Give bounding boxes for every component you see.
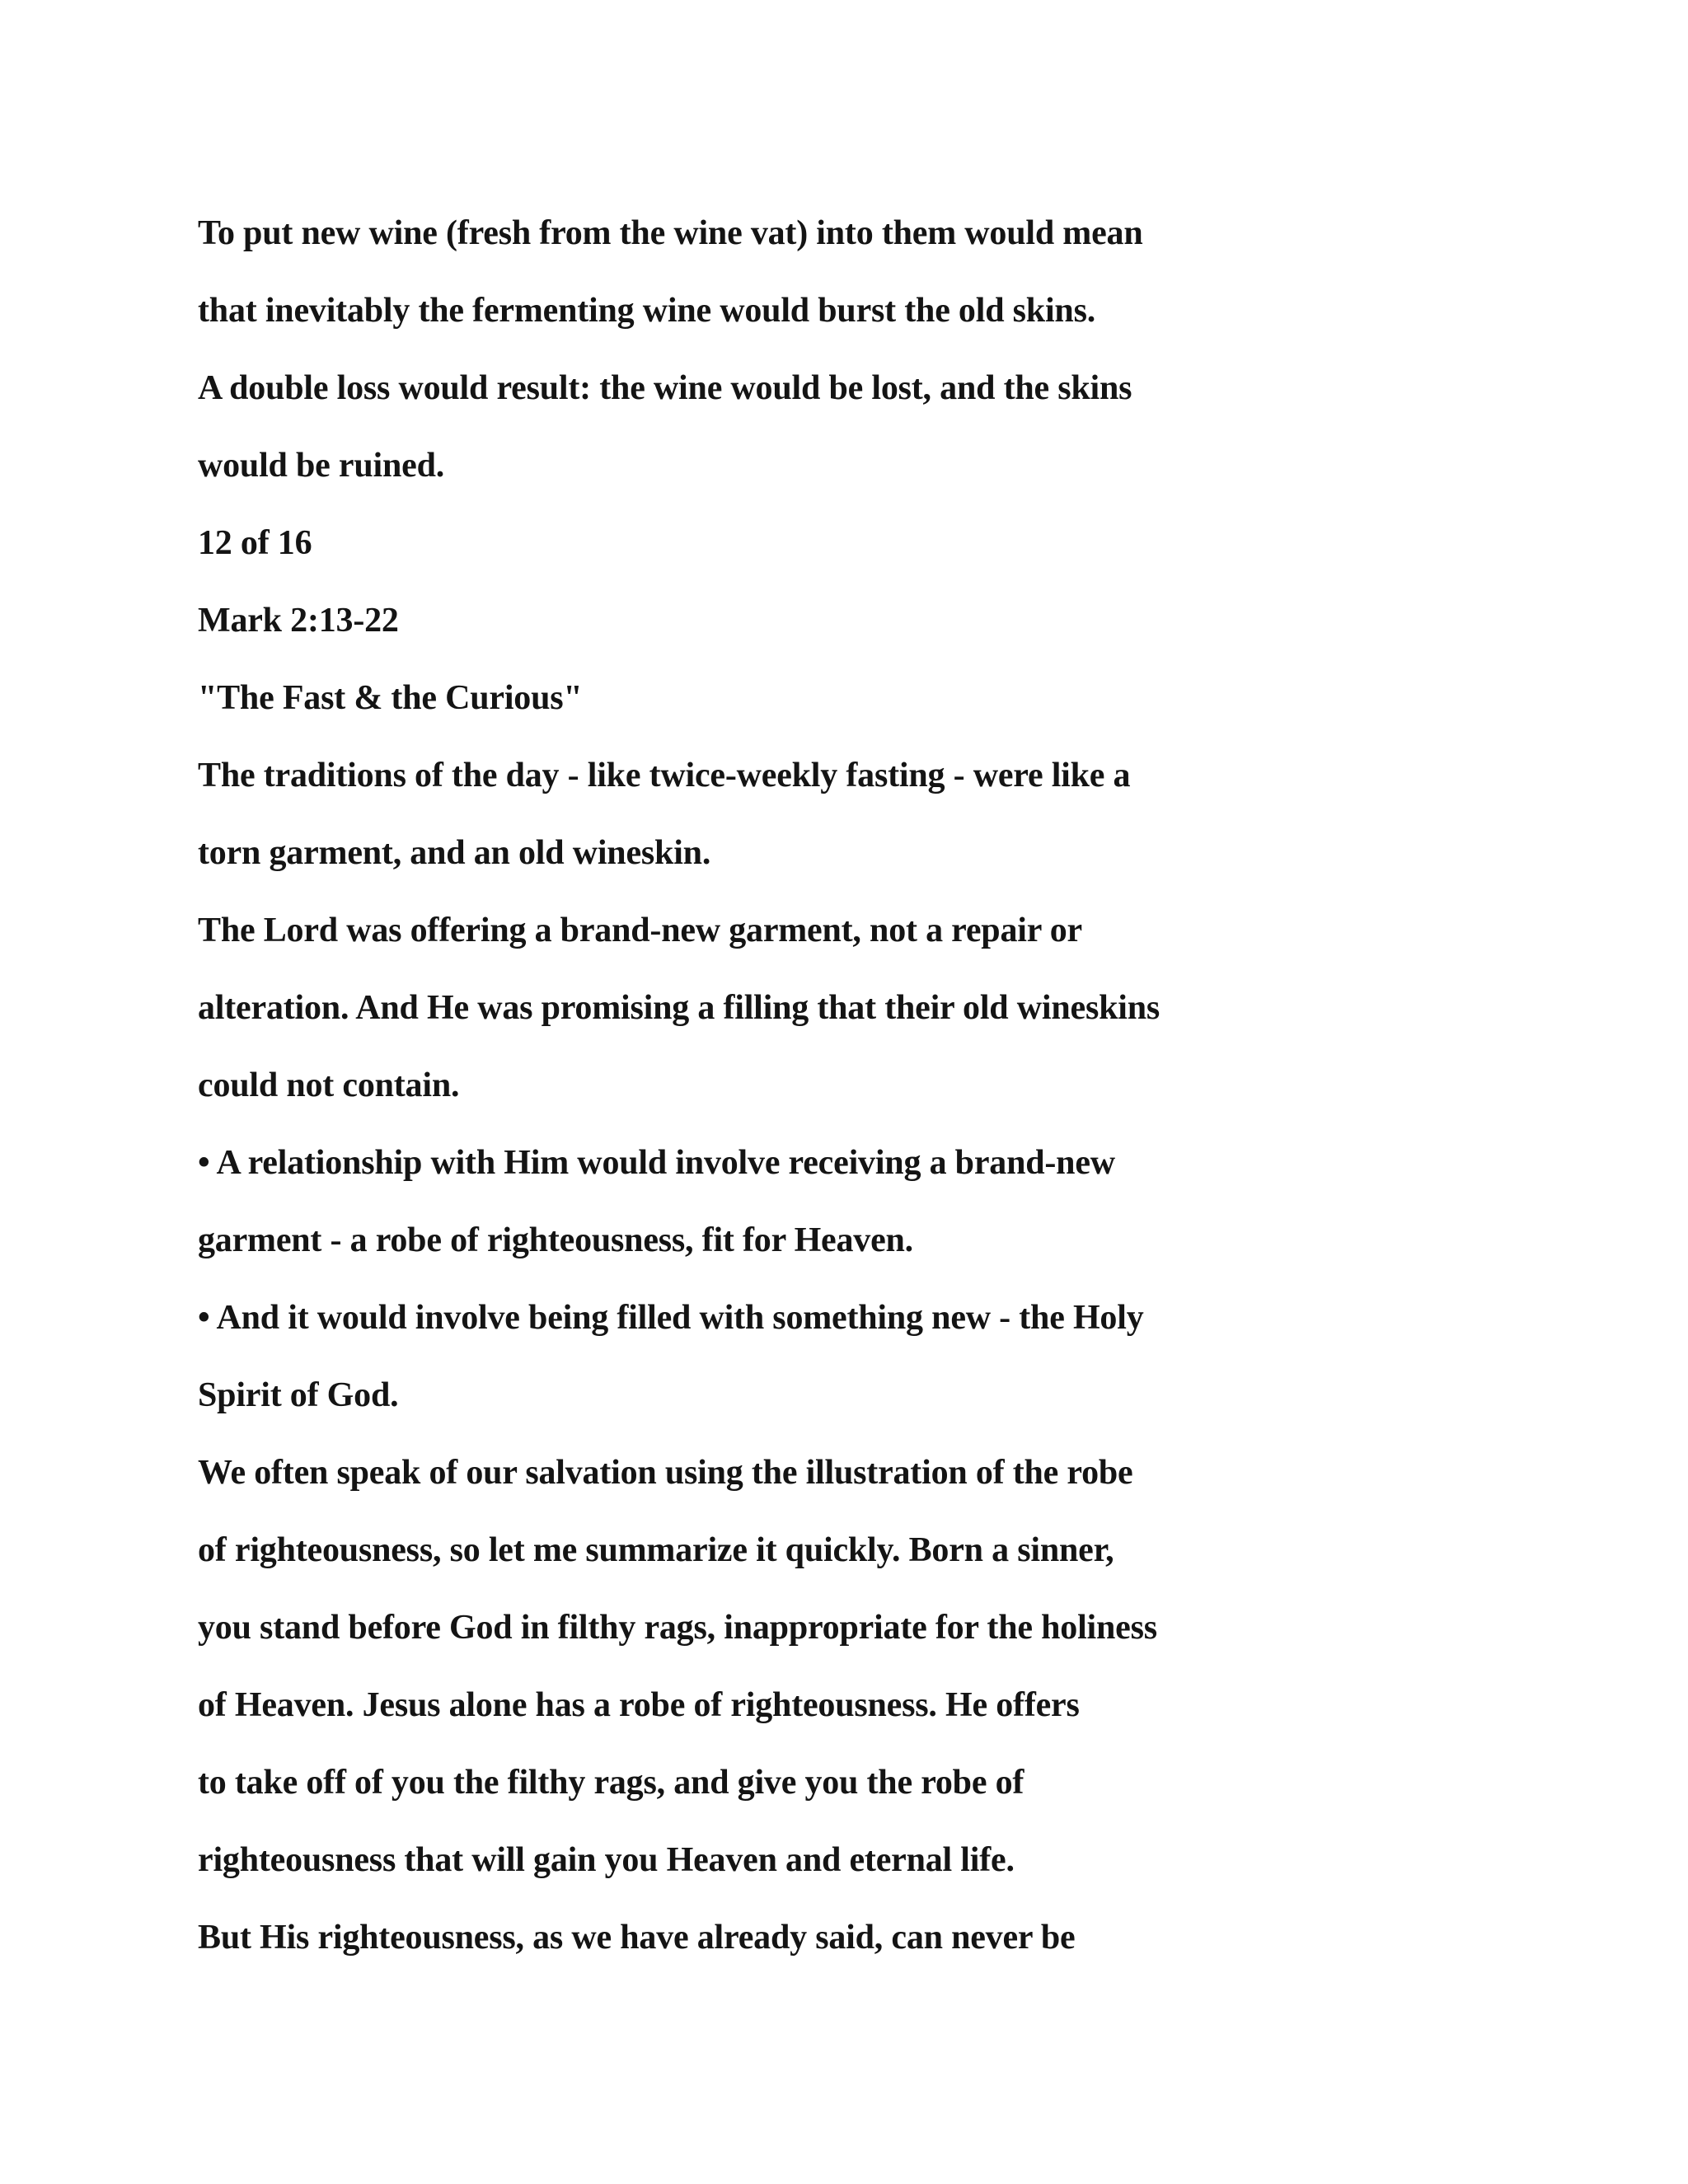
page-counter: 12 of 16	[198, 524, 312, 562]
bullet-item: • And it would involve being filled with something new - the Holy	[198, 1299, 1144, 1337]
text-line: would be ruined.	[198, 447, 445, 485]
text-line: A double loss would result: the wine would be lost, and the skins	[198, 369, 1132, 407]
text-line: The Lord was offering a brand-new garment, not a repair or	[198, 912, 1082, 949]
text-line: garment - a robe of righteousness, fit for Heaven.	[198, 1221, 913, 1259]
text-line: torn garment, and an old wineskin.	[198, 834, 711, 872]
text-line: could not contain.	[198, 1066, 460, 1104]
text-line: But His righteousness, as we have already said, can never be	[198, 1919, 1076, 1957]
text-line: of righteousness, so let me summarize it quickly. Born a sinner,	[198, 1531, 1114, 1569]
text-line: We often speak of our salvation using the illustration of the robe	[198, 1454, 1133, 1492]
bullet-item: • A relationship with Him would involve receiving a brand-new	[198, 1144, 1115, 1182]
text-line: of Heaven. Jesus alone has a robe of righteousness. He offers	[198, 1686, 1080, 1724]
text-line: righteousness that will gain you Heaven and eternal life.	[198, 1841, 1015, 1879]
text-line: that inevitably the fermenting wine would burst the old skins.	[198, 292, 1096, 330]
text-line: Spirit of God.	[198, 1376, 399, 1414]
sermon-title: "The Fast & the Curious"	[198, 679, 583, 717]
text-line: alteration. And He was promising a filling that their old wineskins	[198, 989, 1160, 1027]
scripture-reference: Mark 2:13-22	[198, 602, 399, 640]
text-line: to take off of you the filthy rags, and give you the robe of	[198, 1764, 1025, 1802]
text-line: The traditions of the day - like twice-weekly fasting - were like a	[198, 757, 1131, 794]
text-line: you stand before God in filthy rags, inappropriate for the holiness	[198, 1609, 1157, 1647]
text-line: To put new wine (fresh from the wine vat) into them would mean	[198, 214, 1143, 252]
body-text	[198, 194, 1599, 1976]
